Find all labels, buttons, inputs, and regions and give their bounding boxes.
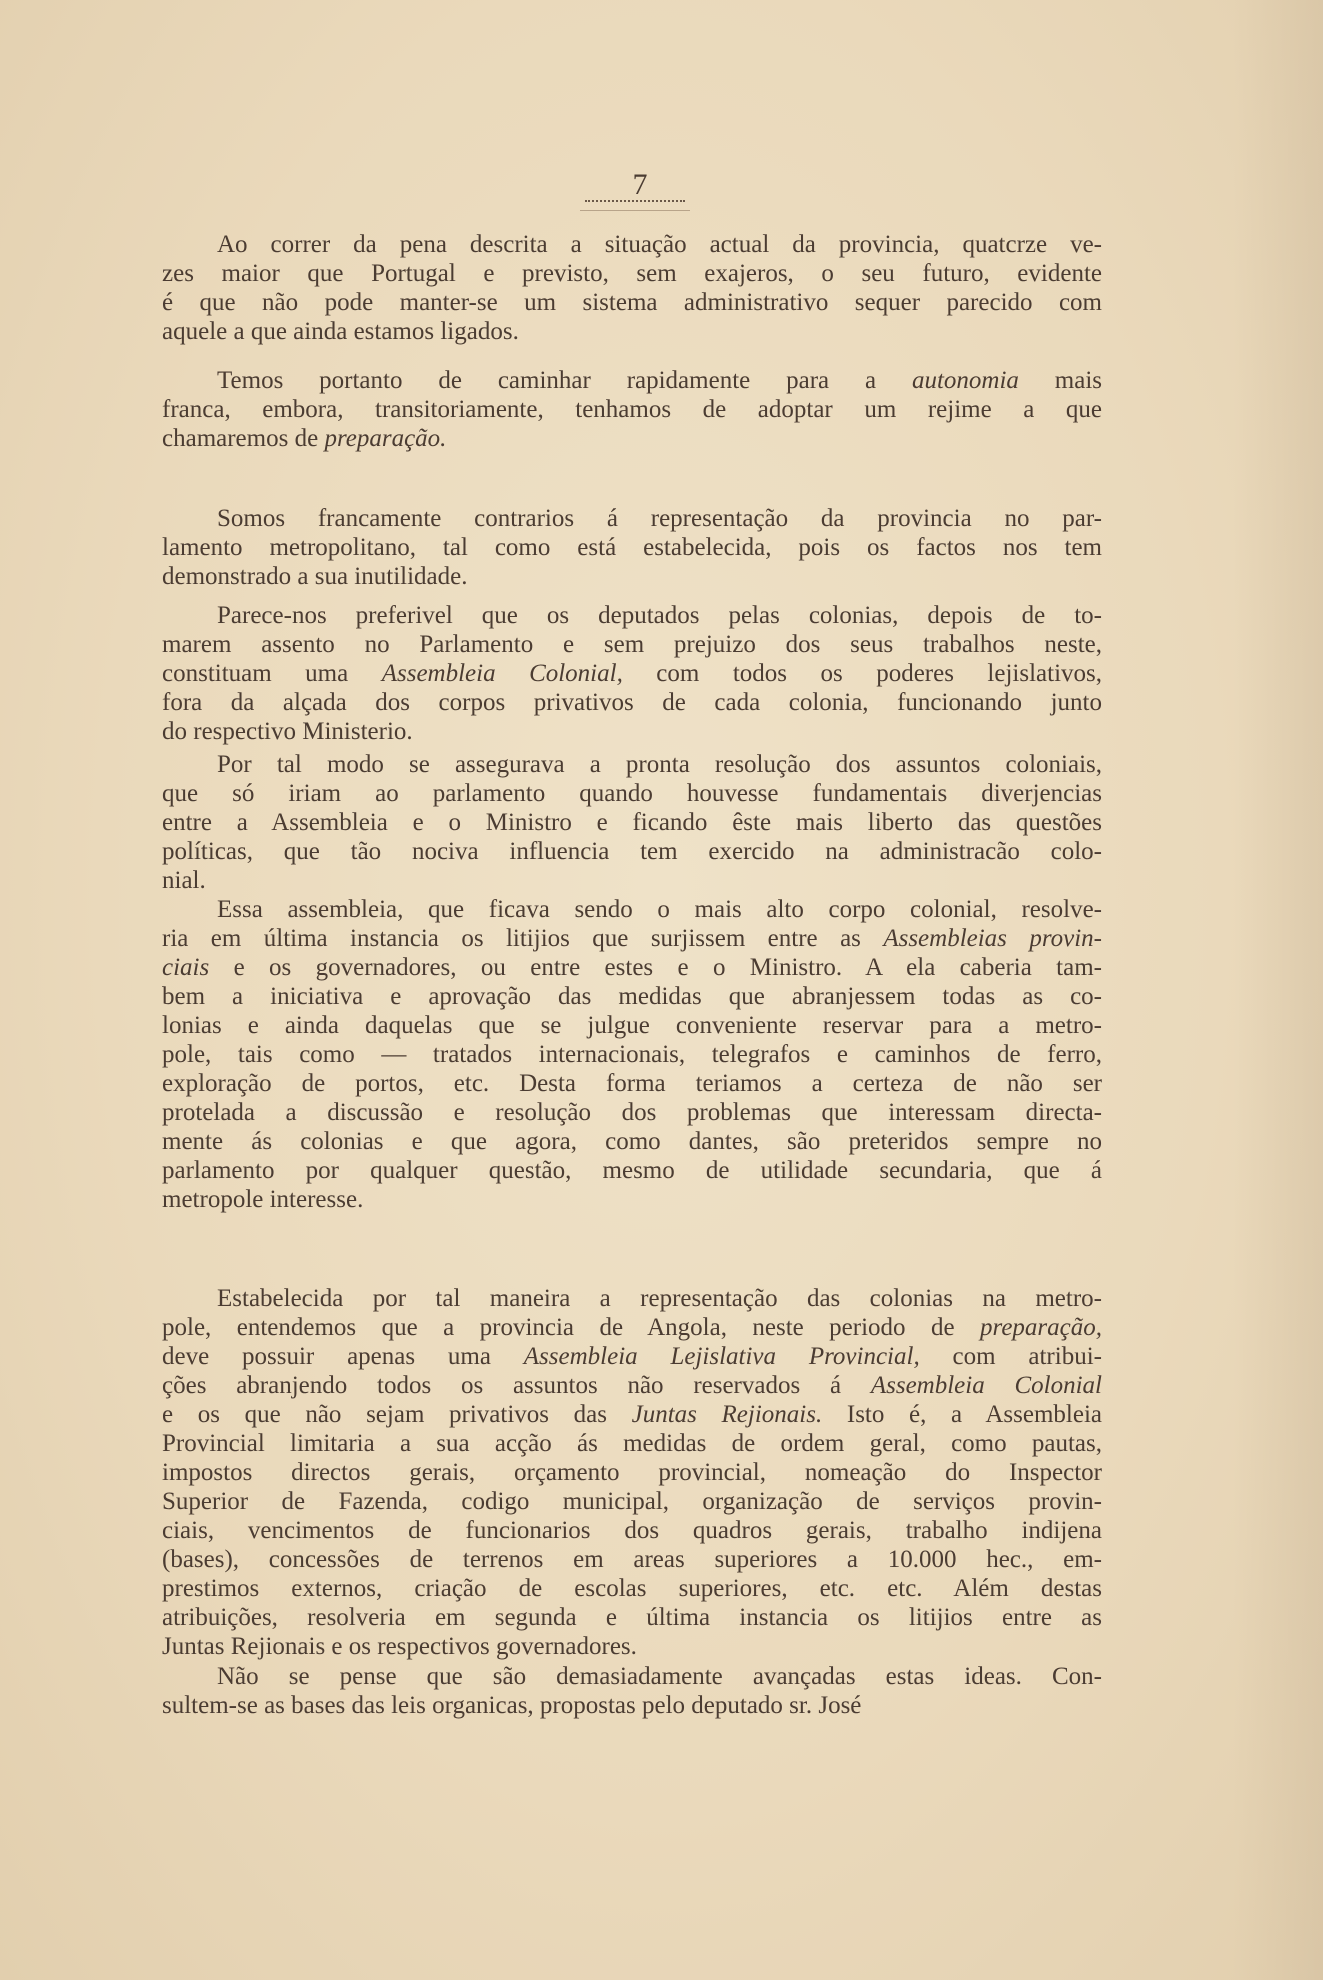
text-segment: Estabelecida por tal maneira a representação das colonias na metro- <box>217 1285 1102 1312</box>
text-segment: metropole interesse. <box>162 1186 364 1213</box>
text-segment: sultem-se as bases das leis organicas, propostas pelo deputado sr. José <box>162 1692 862 1719</box>
text-segment: Juntas Rejionais e os respectivos governadores. <box>162 1633 637 1660</box>
text-segment: pole, entendemos que a provincia de Angola, neste periodo de <box>162 1314 981 1341</box>
text-segment: parlamento por qualquer questão, mesmo de utilidade secundaria, que á <box>162 1157 1102 1184</box>
text-line <box>162 717 1102 746</box>
text-segment: do respectivo Ministerio. <box>162 718 413 745</box>
text-line <box>162 1098 1102 1127</box>
text-line <box>162 688 1102 717</box>
text-segment: nial. <box>162 867 206 894</box>
text-line <box>162 1603 1102 1632</box>
text-line <box>162 1011 1102 1040</box>
text-line <box>162 562 1102 591</box>
text-line <box>162 504 1102 533</box>
text-segment: marem assento no Parlamento e sem prejuizo dos seus trabalhos neste, <box>162 631 1102 658</box>
text-segment: é que não pode manter-se um sistema administrativo sequer parecido com <box>162 289 1102 316</box>
text-line <box>162 1284 1102 1313</box>
page-number-rule <box>580 210 690 211</box>
text-segment: Não se pense que são demasiadamente avançadas estas ideas. Con- <box>217 1663 1102 1690</box>
text-line <box>162 259 1102 288</box>
italic-text: Assembleia Lejislativa Provincial, <box>523 1343 920 1370</box>
text-segment: (bases), concessões de terrenos em areas superiores a 10.000 hec., em- <box>162 1546 1102 1573</box>
italic-text: autonomia <box>911 367 1019 394</box>
text-segment: exploração de portos, etc. Desta forma teriamos a certeza de não ser <box>162 1070 1102 1097</box>
text-line <box>162 1516 1102 1545</box>
text-segment: atribuições, resolveria em segunda e última instancia os litijios entre as <box>162 1604 1102 1631</box>
italic-text: Juntas Rejionais. <box>631 1401 823 1428</box>
text-line <box>162 924 1102 953</box>
text-segment: aquele a que ainda estamos ligados. <box>162 318 519 345</box>
paragraph <box>162 504 1102 591</box>
text-line <box>162 866 1102 895</box>
text-segment: mais <box>1018 367 1103 394</box>
paragraph <box>162 230 1102 346</box>
text-line <box>162 1574 1102 1603</box>
text-line <box>162 1487 1102 1516</box>
text-line <box>162 1040 1102 1069</box>
italic-text: preparação. <box>324 425 447 452</box>
text-segment: chamaremos de <box>162 425 325 452</box>
text-line <box>162 1691 1102 1720</box>
text-segment: que só iriam ao parlamento quando houvesse fundamentais diverjencias <box>162 780 1102 807</box>
text-line <box>162 1662 1102 1691</box>
text-line <box>162 1429 1102 1458</box>
text-segment: fora da alçada dos corpos privativos de cada colonia, funcionando junto <box>162 689 1102 716</box>
text-line <box>162 808 1102 837</box>
text-line <box>162 317 1102 346</box>
text-segment: Superior de Fazenda, codigo municipal, organização de serviços provin- <box>162 1488 1102 1515</box>
text-segment: Parece-nos preferivel que os deputados pelas colonias, depois de to- <box>217 602 1102 629</box>
text-line <box>162 779 1102 808</box>
text-line <box>162 1632 1102 1661</box>
text-line <box>162 750 1102 779</box>
text-segment: pole, tais como — tratados internacionais, telegrafos e caminhos de ferro, <box>162 1041 1102 1068</box>
text-line <box>162 895 1102 924</box>
text-segment: deve possuir apenas uma <box>162 1343 524 1370</box>
text-line <box>162 1545 1102 1574</box>
text-line <box>162 1342 1102 1371</box>
paragraph <box>162 1284 1102 1661</box>
italic-text: Assembleia Colonial, <box>381 660 623 687</box>
paragraph <box>162 895 1102 1214</box>
text-segment: ções abranjendo todos os assuntos não reservados á <box>162 1372 871 1399</box>
text-line <box>162 630 1102 659</box>
text-line <box>162 837 1102 866</box>
italic-text: ciais <box>162 954 210 981</box>
text-line <box>162 395 1102 424</box>
page-number-dotted-rule <box>585 200 685 202</box>
text-line <box>162 1127 1102 1156</box>
paragraph <box>162 1662 1102 1720</box>
text-segment: entre a Assembleia e o Ministro e ficando êste mais liberto das questões <box>162 809 1102 836</box>
text-segment: zes maior que Portugal e previsto, sem exajeros, o seu futuro, evidente <box>162 260 1102 287</box>
text-segment: demonstrado a sua inutilidade. <box>162 563 468 590</box>
italic-text: preparação, <box>980 1314 1102 1341</box>
text-line <box>162 659 1102 688</box>
text-segment: prestimos externos, criação de escolas superiores, etc. etc. Além destas <box>162 1575 1102 1602</box>
text-line <box>162 1371 1102 1400</box>
text-segment: constituam uma <box>162 660 382 687</box>
text-line <box>162 1458 1102 1487</box>
text-segment: protelada a discussão e resolução dos problemas que interessam directa- <box>162 1099 1102 1126</box>
italic-text: Assembleias provin- <box>883 925 1102 952</box>
page-edge-shadow <box>1233 0 1323 1980</box>
text-segment: ciais, vencimentos de funcionarios dos quadros gerais, trabalho indijena <box>162 1517 1102 1544</box>
text-segment: bem a iniciativa e aprovação das medidas que abranjessem todas as co- <box>162 983 1102 1010</box>
text-line <box>162 953 1102 982</box>
text-segment: políticas, que tão nociva influencia tem exercido na administracão colo- <box>162 838 1102 865</box>
text-segment: Somos francamente contrarios á representação da provincia no par- <box>217 505 1102 532</box>
paragraph <box>162 601 1102 746</box>
text-segment: Por tal modo se assegurava a pronta resolução dos assuntos coloniais, <box>217 751 1102 778</box>
text-line <box>162 288 1102 317</box>
text-line <box>162 1400 1102 1429</box>
text-segment: e os governadores, ou entre estes e o Ministro. A ela caberia tam- <box>209 954 1102 981</box>
text-segment: com todos os poderes lejislativos, <box>622 660 1102 687</box>
text-segment: lonias e ainda daquelas que se julgue conveniente reservar para a metro- <box>162 1012 1102 1039</box>
text-line <box>162 1069 1102 1098</box>
text-segment: Isto é, a Assembleia <box>822 1401 1102 1428</box>
text-line <box>162 1156 1102 1185</box>
text-line <box>162 424 1102 453</box>
text-segment: mente ás colonias e que agora, como dantes, são preteridos sempre no <box>162 1128 1102 1155</box>
text-line <box>162 366 1102 395</box>
paragraph <box>162 366 1102 453</box>
text-segment: Ao correr da pena descrita a situação actual da provincia, quatcrze ve- <box>217 231 1102 258</box>
text-line <box>162 982 1102 1011</box>
text-segment: Essa assembleia, que ficava sendo o mais alto corpo colonial, resolve- <box>217 896 1102 923</box>
text-segment: Provincial limitaria a sua acção ás medidas de ordem geral, como pautas, <box>162 1430 1102 1457</box>
text-line <box>162 1185 1102 1214</box>
text-segment: lamento metropolitano, tal como está estabelecida, pois os factos nos tem <box>162 534 1102 561</box>
paragraph <box>162 750 1102 895</box>
text-segment: franca, embora, transitoriamente, tenhamos de adoptar um rejime a que <box>162 396 1102 423</box>
text-segment: com atribui- <box>919 1343 1102 1370</box>
text-line <box>162 601 1102 630</box>
page-number: 7 <box>632 168 648 201</box>
text-line <box>162 1313 1102 1342</box>
text-segment: ria em última instancia os litijios que surjissem entre as <box>162 925 884 952</box>
text-line <box>162 533 1102 562</box>
text-segment: Temos portanto de caminhar rapidamente para a <box>217 367 912 394</box>
text-segment: impostos directos gerais, orçamento provincial, nomeação do Inspector <box>162 1459 1102 1486</box>
italic-text: Assembleia Colonial <box>870 1372 1102 1399</box>
text-segment: e os que não sejam privativos das <box>162 1401 632 1428</box>
text-line <box>162 230 1102 259</box>
